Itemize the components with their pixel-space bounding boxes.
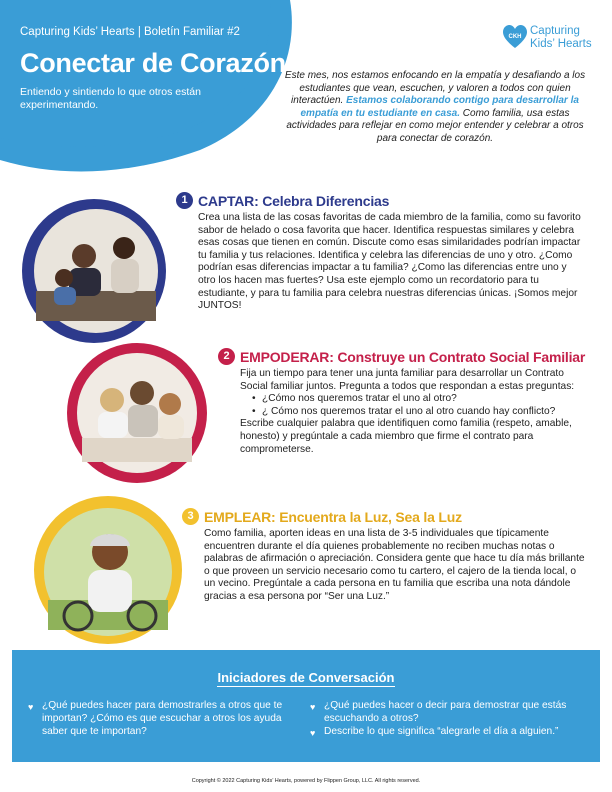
section-1-body: Crea una lista de las cosas favoritas de cada miembro de la familia, como su favorito sabor de helado o cosa favorita que hacer. Identifica respuestas similares y celebra esas cosas que tienen en común. Discute como esas similaridades podrían impactar tu familia y tus relaciones. Identifica y celebra las diferencias de uno y otro. ¿Como podrían esas diferencias impactar a tu familia? ¿Como las diferencias entre uno y otro los hacen mas fuertes? Usa este ejemplo como un recordatorio para tu estudiante, y para tu familia para celebra nuestras diferencias únicas. ¡Somos mejor JUNTOS! (198, 212, 581, 312)
section-1-number: 1 (176, 192, 193, 209)
section-2-photo (62, 338, 212, 488)
section-2-body (240, 368, 590, 456)
section-2-number: 2 (218, 348, 235, 365)
section-3-number: 3 (182, 508, 199, 525)
section-2-bullets (240, 393, 590, 418)
section-2-keyword: EMPODERAR: (240, 349, 334, 365)
intro-paragraph (282, 70, 588, 145)
page-subtitle: Entiendo y sintiendo lo que otros están experimentando. (20, 86, 201, 111)
copyright-footer: Copyright © 2022 Capturing Kids’ Hearts, powered by Flippen Group, LLC. All rights reserved. (191, 778, 421, 784)
starter-question (28, 700, 298, 738)
section-3-body: Como familia, aporten ideas en una lista de 3-5 individuales que típicamente encuentren durante el día quienes probablemente no reciben muchas notas o palabras de afirmación o apreciación. Considera gente que hace tu día más brillante o que proveen un servicio necesario como tu cartero, el cajero de la tienda local, o un vecino. Pregúntale a cada persona en tu familia que escriba una nota dándole gracias a esa persona por “Ser una Luz.” (204, 528, 585, 602)
section-3-photo (28, 490, 188, 650)
intro-highlight: Estamos colaborando contigo para desarrollar la empatía en tu estudiante en casa. (300, 95, 579, 119)
intro-text-2: Como familia, usa estas actividades para reflejar en como mejor entender y celebrar a otros para conectar de corazón. (286, 107, 584, 144)
starter-question (310, 700, 580, 726)
heart-bullet-icon: ♥ (310, 702, 316, 712)
starter-text: Describe lo que significa “alegrarle el día a alguien.” (324, 725, 559, 737)
page-title: Conectar de Corazón (20, 48, 286, 78)
starter-text: ¿Qué puedes hacer o decir para demostrar que estás escuchando a otros? (324, 700, 567, 724)
section-3-heading: Encuentra la Luz, Sea la Luz (279, 509, 462, 525)
logo-line-2: Kids’ Hearts (530, 37, 592, 50)
logo-mark: CKH (508, 34, 522, 40)
newsletter-series: Capturing Kids’ Hearts | Boletín Familiar #2 (20, 26, 240, 38)
intro-text-1: Este mes, nos estamos enfocando en la empatía y desafiando a los estudiantes que vean, escuchen, y valoren a todos con quien interactúen. (284, 70, 586, 106)
bullet-item: • ¿Cómo nos queremos tratar el uno al otro? (252, 393, 590, 406)
section-2-heading: Construye un Contrato Social Familiar (337, 349, 586, 365)
logo-text (530, 25, 592, 50)
bullet-item: • ¿ Cómo nos queremos tratar el uno al otro cuando hay conflicto? (252, 406, 590, 419)
conversation-starters-title (12, 670, 600, 685)
section-2-title (240, 349, 585, 365)
section-3-keyword: EMPLEAR: (204, 509, 276, 525)
section-1-keyword: CAPTAR: (198, 193, 259, 209)
starter-question (310, 726, 580, 739)
starters-title-text: Iniciadores de Conversación (217, 670, 395, 685)
section-2-text-2: Escribe cualquier palabra que identifiquen como familia (respeto, amable, honesto) y pregúntale a cada miembro que firme el contrato para comprometerse. (240, 418, 572, 455)
section-2-text: Fija un tiempo para tener una junta familiar para desarrollar un Contrato Social familiar juntos. Pregunta a todos que respondan a estas preguntas: (240, 368, 575, 392)
section-1-heading: Celebra Diferencias (262, 193, 390, 209)
heart-bullet-icon: ♥ (28, 702, 34, 712)
ckh-logo (502, 24, 600, 54)
starters-left-column (28, 700, 298, 738)
heart-logo-icon (502, 24, 528, 50)
heart-bullet-icon: ♥ (310, 727, 316, 738)
starters-right-column (310, 700, 580, 738)
section-1-photo (14, 196, 174, 346)
section-1-title (198, 193, 389, 209)
section-3-title (204, 509, 462, 525)
starter-text: ¿Qué puedes hacer para demostrarles a otros que te importan? ¿Cómo es que escuchar a otros los ayuda saber que te importan? (42, 700, 283, 737)
logo-line-1: Capturing (530, 25, 580, 37)
